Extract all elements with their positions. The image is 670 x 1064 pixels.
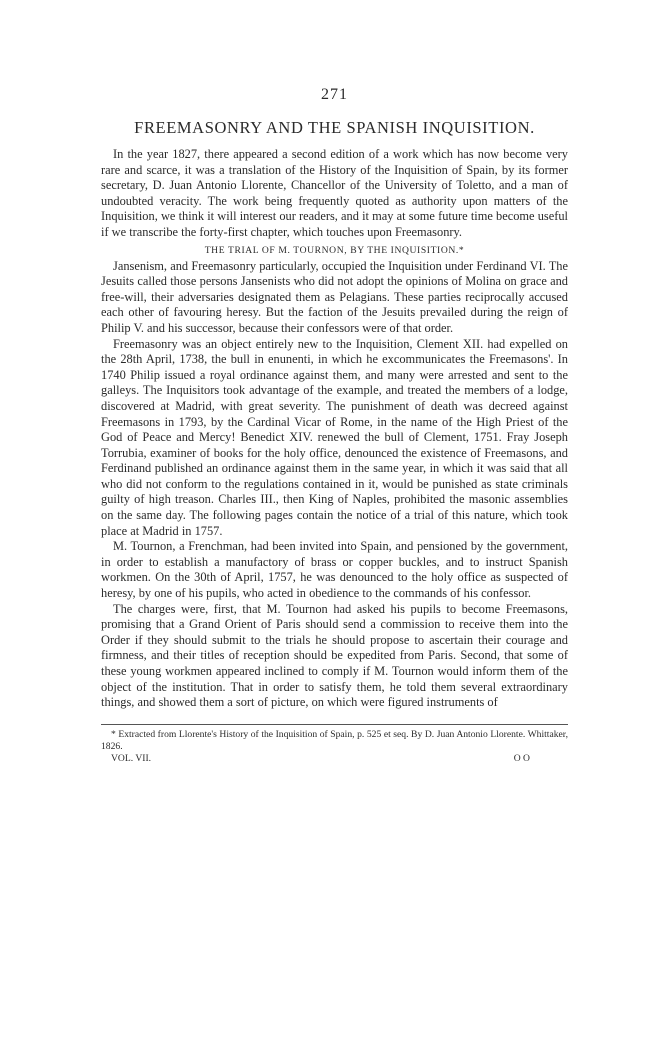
- body-paragraph: Jansenism, and Freemasonry particularly, occupied the Inquisition under Ferdinand VI. The Jesuits called those persons Jansenists who did not adopt the opinions of Molina on grace and free-will, their adversaries designated them as Pelagians. These parties reciprocally accused each other of favouring heresy. But the faction of the Jesuits prevailed during the reign of Philip V. and his successor, because their confessors were of that order.: [101, 258, 568, 335]
- article-title: FREEMASONRY AND THE SPANISH INQUISITION.: [134, 118, 535, 137]
- body-paragraph: Freemasonry was an object entirely new to the Inquisition, Clement XII. had expelled on the 28th April, 1738, the bull in enunenti, in which he excommunicates the Freemasons'. In 1740 Philip issued a royal ordinance against them, and many were arrested and sent to the galleys. The Inquisitors took advantage of the example, and treated the members of a lodge, discovered at Madrid, with great severity. The punishment of death was decreed against Freemasons in 1793, by the Cardinal Vicar of Rome, in the name of the High Priest of the God of Peace and Mercy! Benedict XIV. renewed the bull of Clement, 1751. Fray Joseph Torrubia, examiner of books for the holy office, denounced the existence of Freemasons, and Ferdinand published an ordinance against them in the same year, in which it was said that all who did not conform to the regulations contained in it, would be punished as state criminals guilty of high treason. Charles III., then King of Naples, prohibited the masonic assemblies on the same day. The following pages contain the notice of a trial of this nature, which took place at Madrid in 1757.: [101, 336, 568, 538]
- body-paragraph: M. Tournon, a Frenchman, had been invited into Spain, and pensioned by the government, in order to establish a manufactory of brass or copper buckles, and to instruct Spanish workmen. On the 30th of April, 1757, he was denounced to the holy office as suspected of heresy, by one of his pupils, who acted in obedience to the commands of his confessor.: [101, 539, 568, 601]
- section-subheading: THE TRIAL OF M. TOURNON, BY THE INQUISITION.*: [204, 244, 465, 256]
- volume-label: VOL. VII.: [111, 752, 152, 764]
- page-number: 271: [321, 86, 348, 103]
- page-footer: [101, 753, 568, 765]
- book-page: [101, 86, 568, 765]
- footnote: * Extracted from Llorente's History of the Inquisition of Spain, p. 525 et seq. By D. Juan Antonio Llorente. Whittaker, 1826.: [101, 728, 568, 752]
- signature-mark: O O: [513, 752, 530, 764]
- body-paragraph: The charges were, first, that M. Tournon had asked his pupils to become Freemasons, promising that a Grand Orient of Paris should send a commission to receive them into the Order if they should submit to the trials he should propose to ascertain their courage and firmness, and their titles of reception should be expedited from Paris. Second, that some of these young workmen appeared inclined to comply if M. Tournon would inform them of the object of the institution. That in order to satisfy them, he told them several extraordinary things, and showed them a sort of picture, on which were figured instruments of: [101, 601, 568, 710]
- footnote-divider: [101, 724, 568, 725]
- intro-paragraph: In the year 1827, there appeared a second edition of a work which has now become very rare and scarce, it was a translation of the History of the Inquisition of Spain, by its former secretary, D. Juan Antonio Llorente, Chancellor of the University of Toletto, and a man of undoubted veracity. The work being frequently quoted as authority upon matters of the Inquisition, we think it will interest our readers, and it may at some future time become useful if we transcribe the forty-first chapter, which touches upon Freemasonry.: [101, 147, 568, 239]
